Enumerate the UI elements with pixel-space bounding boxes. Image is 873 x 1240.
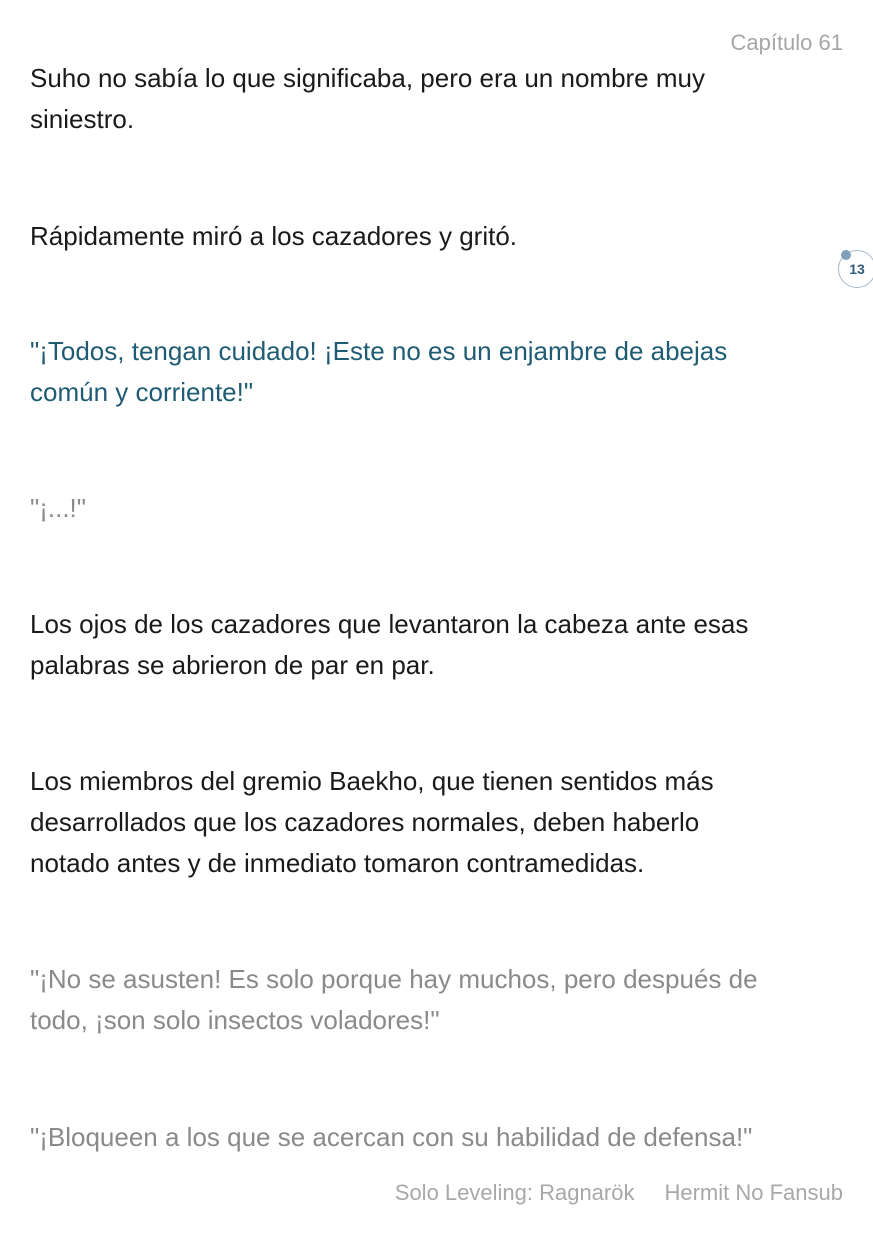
page-number-badge[interactable]: 13 (838, 250, 873, 288)
page-footer (395, 1182, 843, 1204)
footer-book-title: Solo Leveling: Ragnarök (394, 1180, 635, 1205)
chapter-label: Capítulo 61 (730, 30, 843, 55)
paragraph-narration-4: Los miembros del gremio Baekho, que tienen sentidos más desarrollados que los cazadores normales, deben haberlo notado antes y de inmediato tomaron contramedidas. (30, 766, 714, 878)
paragraph-narration-1: Suho no sabía lo que significaba, pero era un nombre muy siniestro. (30, 63, 705, 134)
paragraph-dialogue-exclamation: "¡...!" (30, 493, 87, 523)
paragraph-narration-3: Los ojos de los cazadores que levantaron la cabeza ante esas palabras se abrieron de par en par. (30, 609, 749, 680)
page-badge-dot-icon (841, 250, 851, 260)
paragraph-dialogue-hunter-2: "¡Bloqueen a los que se acercan con su habilidad de defensa!" (30, 1122, 753, 1152)
paragraph-dialogue-hunter-1: "¡No se asusten! Es solo porque hay muchos, pero después de todo, ¡son solo insectos voladores!" (30, 964, 758, 1035)
paragraph-narration-2: Rápidamente miró a los cazadores y gritó. (30, 221, 518, 251)
paragraph-dialogue-suho: "¡Todos, tengan cuidado! ¡Este no es un enjambre de abejas común y corriente!" (30, 336, 728, 407)
footer-translator: Hermit No Fansub (664, 1180, 843, 1205)
